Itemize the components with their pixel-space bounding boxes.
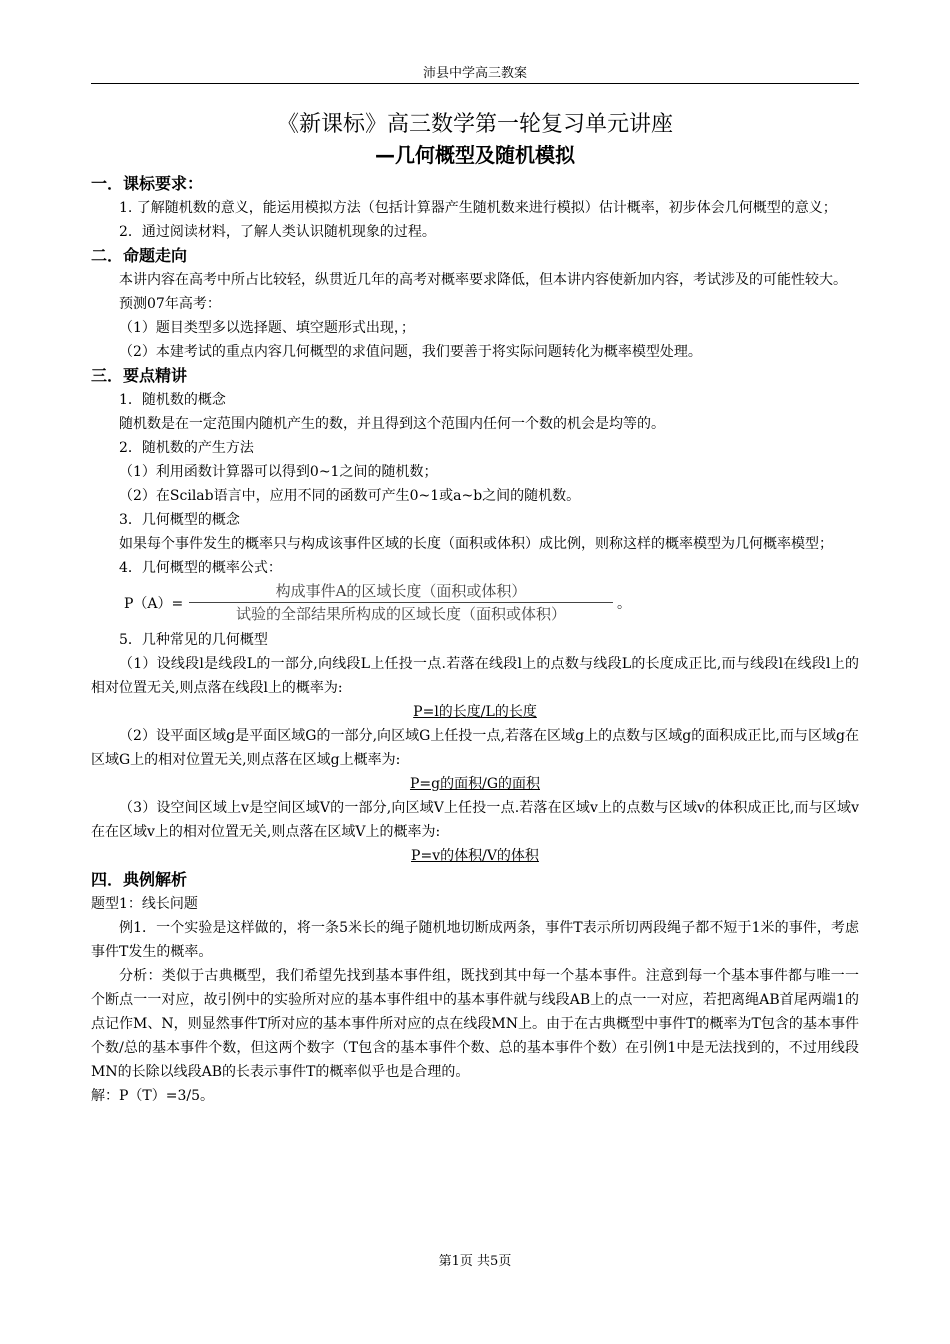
header-rule xyxy=(91,83,859,84)
paragraph: （2）本建考试的重点内容几何概型的求值问题，我们要善于将实际问题转化为概率模型处理。 xyxy=(119,344,702,360)
formula-numerator: 构成事件A的区域长度（面积或体积） xyxy=(275,582,527,600)
paragraph: （3）设空间区域上v是空间区域V的一部分,向区域V上任投一点.若落在区域v上的点数与区域v的体积成正比,而与区域v在在区域v上的相对位置无关,则点落在区域V上的概率为: xyxy=(91,800,859,840)
paragraph: 随机数是在一定范围内随机产生的数，并且得到这个范围内任何一个数的机会是均等的。 xyxy=(119,416,665,432)
paragraph: 题型1：线长问题 xyxy=(91,896,198,912)
formula-text: P=l的长度/L的长度 xyxy=(413,704,537,720)
page-footer: 第1页 共5页 xyxy=(438,1254,512,1269)
main-title: 《新课标》高三数学第一轮复习单元讲座 xyxy=(276,112,673,137)
paragraph: 解：P（T）=3/5。 xyxy=(91,1088,215,1104)
sub-title: —几何概型及随机模拟 xyxy=(375,143,575,167)
paragraph: 分析：类似于古典概型，我们希望先找到基本事件组，既找到其中每一个基本事件。注意到每一个基本事件都与唯一一个断点一一对应，故引例中的实验所对应的基本事件组中的基本事件就与线段AB上的点一一对应，若把离绳AB首尾两端1的点记作M、N，则显然事件T所对应的基本事件所对应的点在线段MN上。由于在古典概型中事件T的概率为T包含的基本事件个数/总的基本事件个数，但这两个数字（T包含的基本事件个数、总的基本事件个数）在引例1中是无法找到的，不过用线段MN的长除以线段AB的长表示事件T的概率似乎也是合理的。 xyxy=(91,968,859,1080)
formula-line-length xyxy=(91,700,859,724)
paragraph: 本讲内容在高考中所占比较轻，纵贯近几年的高考对概率要求降低，但本讲内容使新加内容，考试涉及的可能性较大。 xyxy=(119,272,847,288)
paragraph: 5．几种常见的几何概型 xyxy=(119,632,268,648)
paragraph: 如果每个事件发生的概率只与构成该事件区域的长度（面积或体积）成比例，则称这样的概率模型为几何概率模型； xyxy=(119,536,833,552)
paragraph: 1. 了解随机数的意义，能运用模拟方法（包括计算器产生随机数来进行模拟）估计概率，初步体会几何概型的意义； xyxy=(119,200,837,216)
paragraph: 3．几何概型的概念 xyxy=(119,512,240,528)
paragraph: 1．随机数的概念 xyxy=(119,392,226,408)
formula-lhs: P（A）= xyxy=(124,596,184,612)
formula-tail: 。 xyxy=(617,596,631,612)
paragraph: （2）设平面区域g是平面区域G的一部分,向区域G上任投一点,若落在区域g上的点数与区域g的面积成正比,而与区域g在区域G上的相对位置无关,则点落在区域g上概率为: xyxy=(91,728,859,768)
section-heading-3: 三．要点精讲 xyxy=(91,366,188,385)
formula-text: P=g的面积/G的面积 xyxy=(409,776,540,792)
paragraph: 2．随机数的产生方法 xyxy=(119,440,254,456)
formula-denominator: 试验的全部结果所构成的区域长度（面积或体积） xyxy=(235,605,566,623)
formula-line-volume xyxy=(91,844,859,868)
paragraph: （1）利用函数计算器可以得到0~1之间的随机数； xyxy=(119,464,438,480)
page-header: 沛县中学高三教案 xyxy=(422,66,527,81)
paragraph: （1）题目类型多以选择题、填空题形式出现，； xyxy=(119,320,415,336)
paragraph: 4．几何概型的概率公式： xyxy=(119,560,282,576)
probability-formula xyxy=(91,580,859,628)
section-heading-1: 一．课标要求： xyxy=(91,174,204,193)
formula-text: P=v的体积/V的体积 xyxy=(411,848,539,864)
page-content xyxy=(91,110,859,1108)
section-heading-2: 二．命题走向 xyxy=(91,246,188,265)
paragraph: 预测07年高考： xyxy=(119,296,221,312)
paragraph: （1）设线段l是线段L的一部分,向线段L上任投一点.若落在线段l上的点数与线段L的长度成正比,而与线段l在线段l上的相对位置无关,则点落在线段l上的概率为: xyxy=(91,656,859,696)
formula-line-area xyxy=(91,772,859,796)
section-heading-4: 四．典例解析 xyxy=(91,870,188,889)
paragraph: 2．通过阅读材料，了解人类认识随机现象的过程。 xyxy=(119,224,436,240)
formula-fraction xyxy=(189,580,613,625)
paragraph: 例1．一个实验是这样做的，将一条5米长的绳子随机地切断成两条，事件T表示所切两段绳子都不短于1米的事件，考虑事件T发生的概率。 xyxy=(91,920,859,960)
paragraph: （2）在Scilab语言中，应用不同的函数可产生0~1或a~b之间的随机数。 xyxy=(119,488,581,504)
